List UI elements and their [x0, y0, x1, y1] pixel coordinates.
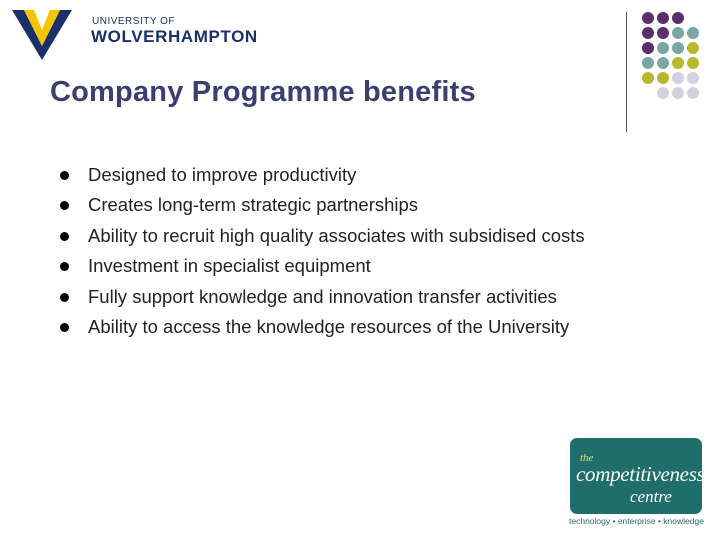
decorative-dot	[672, 72, 684, 84]
bullet-item	[60, 193, 585, 223]
decorative-dot	[642, 42, 654, 54]
bullet-text: Ability to recruit high quality associates with subsidised costs	[88, 224, 585, 246]
decorative-dot	[642, 72, 654, 84]
bullet-dot-icon	[60, 262, 69, 271]
bullet-text: Designed to improve productivity	[88, 164, 357, 185]
bullet-dot-icon	[60, 323, 69, 332]
bullet-item	[60, 254, 585, 284]
decorative-dot	[657, 72, 669, 84]
decorative-dot	[672, 12, 684, 24]
university-logo	[12, 8, 258, 60]
bullet-text: Ability to access the knowledge resources of the University	[88, 315, 570, 337]
decorative-dot	[687, 87, 699, 99]
decorative-dot	[672, 87, 684, 99]
bullet-item	[60, 285, 585, 315]
decorative-dot	[657, 57, 669, 69]
decorative-dot	[687, 42, 699, 54]
bullet-item	[60, 224, 585, 254]
decorative-dot	[672, 57, 684, 69]
decorative-dot	[687, 57, 699, 69]
divider-line	[626, 12, 627, 132]
decorative-dot	[657, 27, 669, 39]
bullet-text: Fully support knowledge and innovation transfer activities	[88, 285, 557, 307]
competitiveness-centre-logo	[568, 438, 704, 530]
logo-text-the: the	[580, 452, 594, 464]
university-name: WOLVERHAMPTON	[91, 27, 258, 46]
slide-title: Company Programme benefits	[50, 76, 476, 108]
decorative-dot-grid	[640, 10, 720, 120]
decorative-dot	[672, 27, 684, 39]
bullet-item	[60, 315, 585, 345]
bullet-text: Investment in specialist equipment	[88, 255, 371, 277]
decorative-dot	[687, 72, 699, 84]
decorative-dot	[657, 12, 669, 24]
logo-text-competitiveness: competitiveness	[576, 462, 705, 486]
bullet-dot-icon	[60, 293, 69, 302]
decorative-dot	[657, 87, 669, 99]
bullet-list	[60, 163, 585, 345]
decorative-dot	[642, 27, 654, 39]
decorative-dot	[672, 42, 684, 54]
decorative-dot	[642, 57, 654, 69]
bullet-dot-icon	[60, 171, 69, 180]
bullet-dot-icon	[60, 232, 69, 241]
logo-tagline: technology • enterprise • knowledge	[569, 516, 704, 526]
university-crest-icon	[12, 8, 82, 60]
logo-text-centre: centre	[630, 487, 672, 506]
bullet-dot-icon	[60, 201, 69, 210]
bullet-text: Creates long-term strategic partnerships	[88, 194, 419, 216]
bullet-item	[60, 163, 585, 193]
decorative-dot	[687, 27, 699, 39]
university-name-small: UNIVERSITY OF	[92, 16, 175, 27]
decorative-dot	[642, 12, 654, 24]
decorative-dot	[657, 42, 669, 54]
